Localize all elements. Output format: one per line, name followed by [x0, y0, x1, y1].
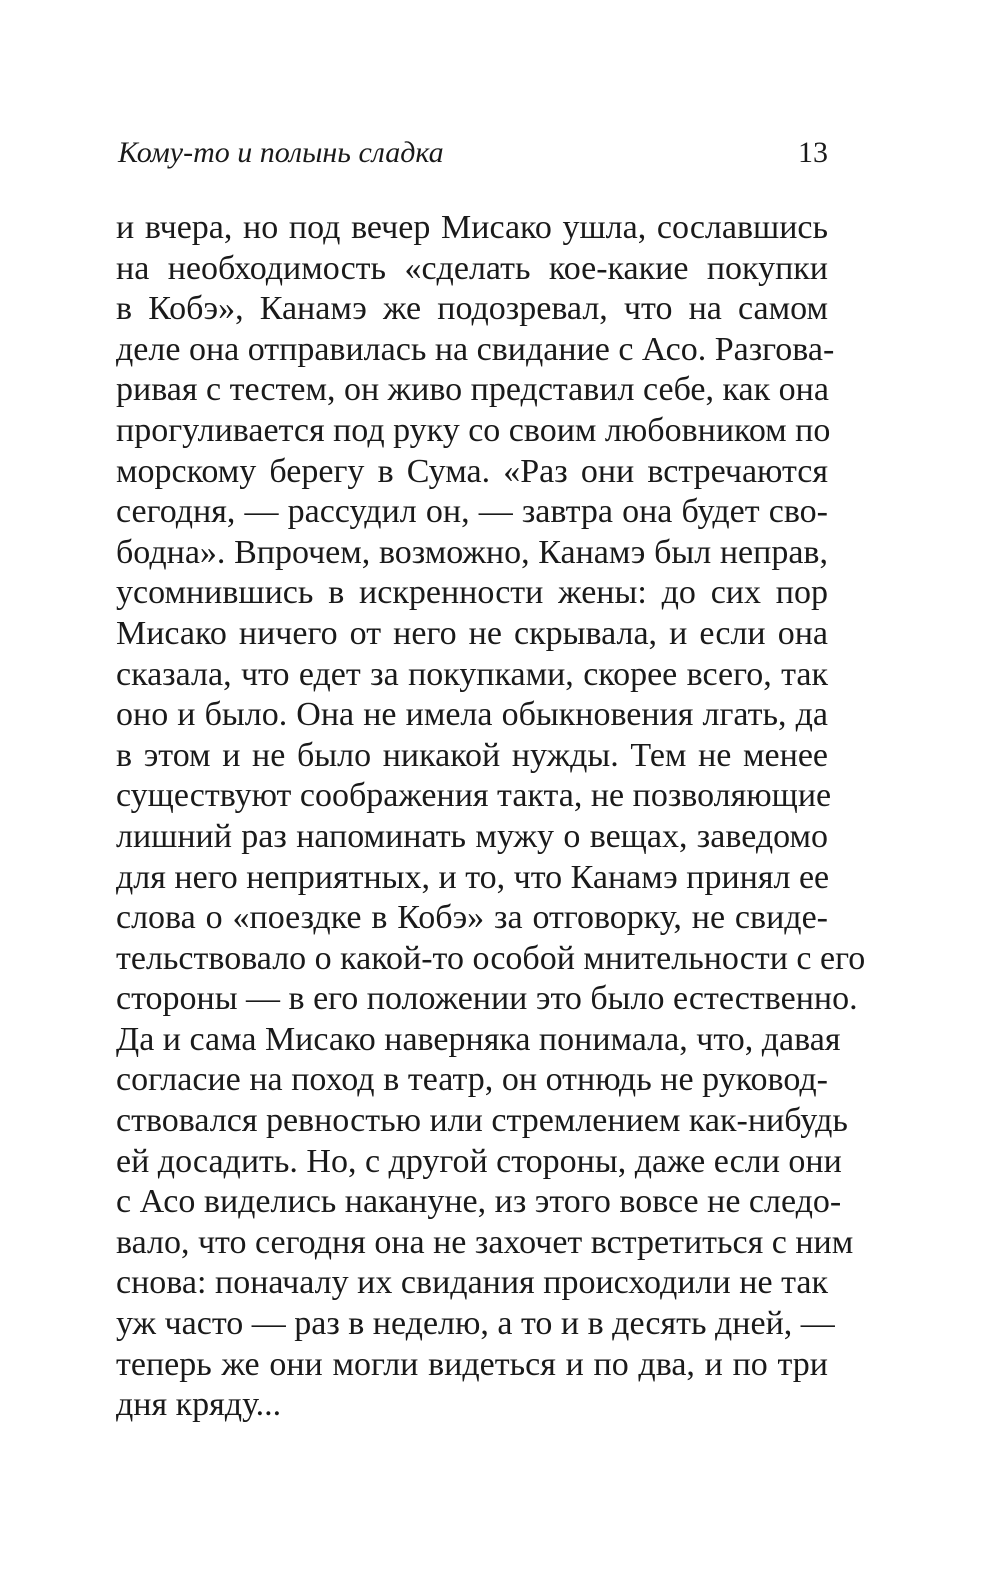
- text-line: сегодня, — рассудил он, — завтра она будет сво-: [116, 493, 828, 531]
- text-line: ей досадить. Но, с другой стороны, даже если они: [116, 1142, 842, 1180]
- text-line: вало, что сегодня она не захочет встретиться с ним: [116, 1223, 854, 1261]
- page-number: 13: [798, 136, 828, 169]
- text-line: ривая с тестем, он живо представил себе, как она: [116, 371, 829, 409]
- text-line-last: дня кряду...: [116, 1386, 282, 1424]
- text-line: тельствовало о какой-то особой мнительности с его: [116, 939, 866, 977]
- text-line: с Асо виделись накануне, из этого вовсе не следо-: [116, 1183, 842, 1221]
- body-text: [116, 208, 866, 1426]
- running-title: Кому-то и полынь сладка: [118, 136, 444, 169]
- text-line: уж часто — раз в неделю, а то и в десять дней, —: [116, 1305, 835, 1343]
- text-line: морскому берегу в Сума. «Раз они встречаются: [116, 452, 828, 490]
- text-line: и вчера, но под вечер Мисако ушла, сославшись: [116, 209, 828, 246]
- text-line: усомнившись в искренности жены: до сих пор: [116, 574, 828, 612]
- text-line: лишний раз напоминать мужу о вещах, заведомо: [116, 817, 828, 855]
- text-line: прогуливается под руку со своим любовником по: [116, 411, 831, 449]
- text-line: согласие на поход в театр, он отнюдь не руковод-: [116, 1061, 828, 1099]
- text-line: ствовался ревностью или стремлением как-нибудь: [116, 1102, 848, 1140]
- text-line: в этом и не было никакой нужды. Тем не менее: [116, 736, 828, 774]
- text-line: снова: поначалу их свидания происходили не так: [116, 1264, 828, 1302]
- text-line: слова о «поездке в Кобэ» за отговорку, не свиде-: [116, 899, 828, 937]
- text-line: теперь же они могли видеться и по два, и по три: [116, 1345, 828, 1383]
- text-line: Мисако ничего от него не скрывала, и если она: [116, 614, 828, 652]
- text-line: Да и сама Мисако наверняка понимала, что, давая: [116, 1020, 841, 1058]
- running-header: [118, 136, 828, 172]
- text-line: деле она отправилась на свидание с Асо. Разгова-: [116, 330, 835, 368]
- text-line: для него неприятных, и то, что Канамэ принял ее: [116, 858, 830, 896]
- text-line: оно и было. Она не имела обыкновения лгать, да: [116, 696, 828, 734]
- text-line: бодна». Впрочем, возможно, Канамэ был неправ,: [116, 533, 828, 571]
- text-line: на необходимость «сделать кое-какие покупки: [116, 249, 828, 287]
- text-line: существуют соображения такта, не позволяющие: [116, 777, 832, 815]
- text-line: стороны — в его положении это было естественно.: [116, 980, 858, 1018]
- text-line: в Кобэ», Канамэ же подозревал, что на самом: [116, 290, 828, 328]
- text-line: сказала, что едет за покупками, скорее всего, так: [116, 655, 828, 693]
